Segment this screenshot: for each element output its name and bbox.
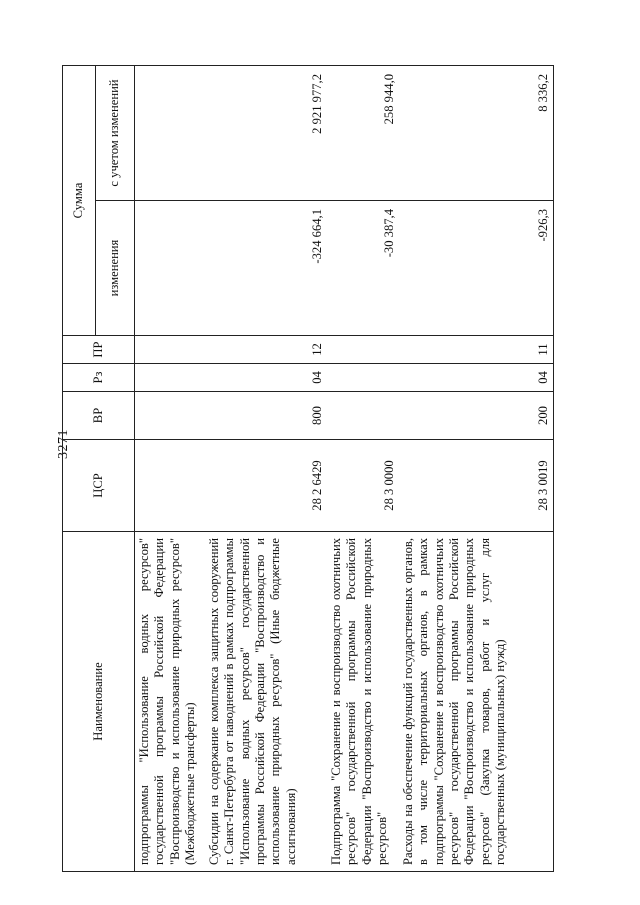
header-change: изменения xyxy=(96,201,135,336)
header-vr: ВР xyxy=(63,392,135,440)
row-name: Подпрограмма "Сохранение и воспроизводство охотничьих ресурсов" государственной программы Российской Федерации "Воспроизводство и использование природных ресурсов" xyxy=(327,532,399,872)
row-rz: 04 xyxy=(399,364,554,392)
rotated-table-wrapper xyxy=(62,66,606,872)
page-number: 3271 xyxy=(56,429,71,459)
row-with-change: 8 336,2 xyxy=(399,65,554,200)
row-vr: 200 xyxy=(399,392,554,440)
header-row xyxy=(63,65,96,871)
row-pr xyxy=(327,336,399,364)
row-with-change xyxy=(135,65,206,200)
row-csr: 28 3 0019 xyxy=(399,440,554,532)
row-name: Расходы на обеспечение функций государственных органов, в том числе территориальных органов, в рамках подпрограммы "Сохранение и воспроизводство охотничьих ресурсов" государственной программы Российской Федерации "Воспроизводство и использование природных ресурсов" (Закупка товаров, работ и услуг для государственных (муниципальных) нужд) xyxy=(399,532,554,872)
row-rz: 04 xyxy=(205,364,327,392)
row-pr: 12 xyxy=(205,336,327,364)
row-pr xyxy=(135,336,206,364)
row-pr: 11 xyxy=(399,336,554,364)
budget-table xyxy=(62,65,554,872)
table-row xyxy=(135,65,206,871)
row-csr: 28 2 6429 xyxy=(205,440,327,532)
table-row xyxy=(327,65,399,871)
row-change: -926,3 xyxy=(399,201,554,336)
header-name: Наименование xyxy=(63,532,135,872)
row-change xyxy=(135,201,206,336)
table-row xyxy=(205,65,327,871)
row-with-change: 2 921 977,2 xyxy=(205,65,327,200)
row-vr xyxy=(135,392,206,440)
header-with-change: с учетом изменений xyxy=(96,65,135,200)
row-csr xyxy=(135,440,206,532)
row-name: Субсидии на содержание комплекса защитных сооружений г. Санкт-Петербурга от наводнений в рамках подпрограммы "Использование водных ресурсов" государственной программы Российской Федерации "Воспроизводство и использование природных ресурсов" (Иные бюджетные ассигнования) xyxy=(205,532,327,872)
row-vr xyxy=(327,392,399,440)
header-rz: Рз xyxy=(63,364,135,392)
row-vr: 800 xyxy=(205,392,327,440)
table-row xyxy=(399,65,554,871)
row-rz xyxy=(327,364,399,392)
row-rz xyxy=(135,364,206,392)
header-pr: ПР xyxy=(63,336,135,364)
row-change: -324 664,1 xyxy=(205,201,327,336)
row-csr: 28 3 0000 xyxy=(327,440,399,532)
header-csr: ЦСР xyxy=(63,440,135,532)
row-name: подпрограммы "Использование водных ресурсов" государственной программы Российской Федерации "Воспроизводство и использование природных ресурсов" (Межбюджетные трансферты) xyxy=(135,532,206,872)
header-sum: Сумма xyxy=(63,65,96,335)
row-change: -30 387,4 xyxy=(327,201,399,336)
row-with-change: 258 944,0 xyxy=(327,65,399,200)
